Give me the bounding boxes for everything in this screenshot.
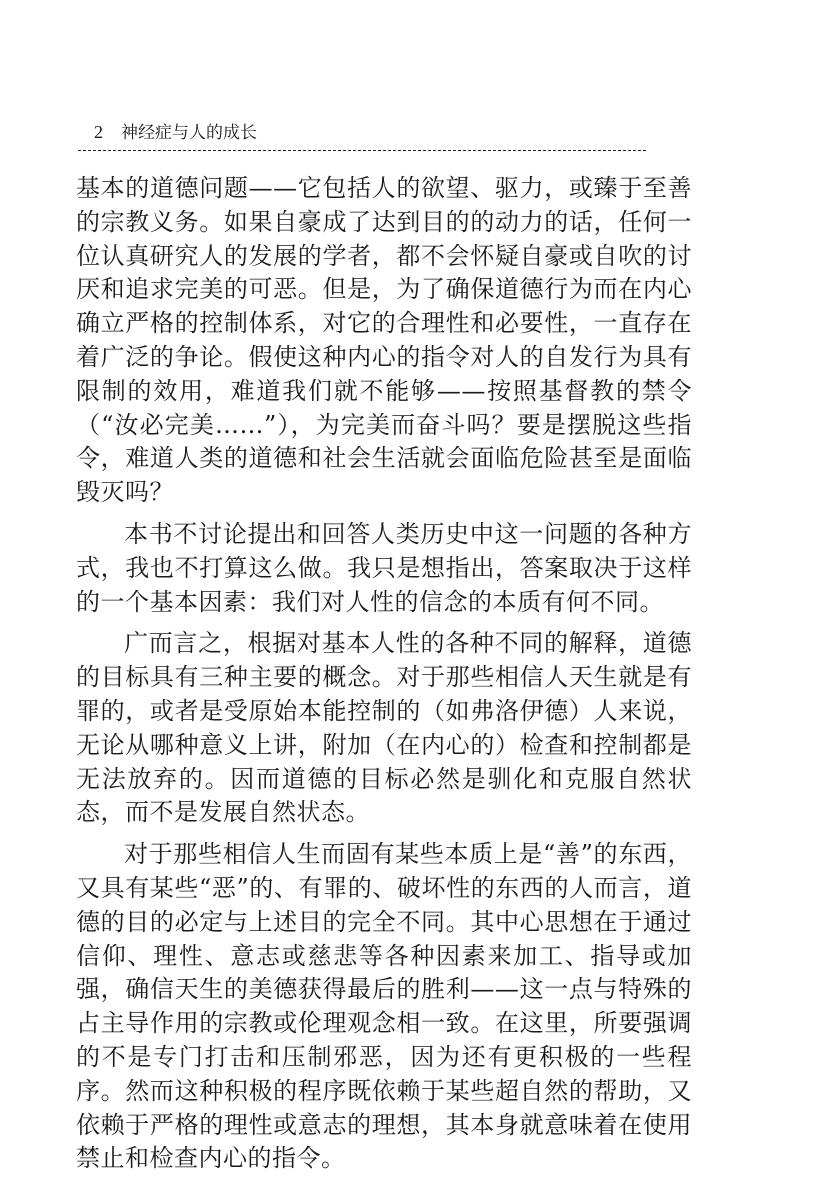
page-number: 2 [94, 122, 103, 142]
paragraph: 本书不讨论提出和回答人类历史中这一问题的各种方式，我也不打算这么做。我只是想指出，答案取决于这样的一个基本因素：我们对人性的信念的本质有何不同。 [76, 519, 692, 616]
paragraph: 对于那些相信人生而固有某些本质上是“善”的东西，又具有某些“恶”的、有罪的、破坏性的东西的人而言，道德的目的必定与上述目的完全不同。其中心思想在于通过信仰、理性、意志或慈悲等各种因素来加工、指导或加强，确信天生的美德获得最后的胜利——这一点与特殊的占主导作用的宗教或伦理观念相一致。在这里，所要强调的不是专门打击和压制邪恶，因为还有更积极的一些程序。然而这种积极的程序既依赖于某些超自然的帮助，又依赖于严格的理性或意志的理想，其本身就意味着在使用禁止和检查内心的指令。 [76, 840, 692, 1173]
header-divider [78, 150, 646, 151]
book-title: 神经症与人的成长 [121, 123, 257, 143]
paragraph-continued: 基本的道德问题——它包括人的欲望、驱力，或臻于至善的宗教义务。如果自豪成了达到目的的动力的话，任何一位认真研究人的发展的学者，都不会怀疑自豪或自吹的讨厌和追求完美的可恶。但是，为了确保道德行为而在内心确立严格的控制体系，对它的合理性和必要性，一直存在着广泛的争论。假使这种内心的指令对人的自发行为具有限制的效用，难道我们就不能够——按照基督教的禁令（“汝必完美……”），为完美而奋斗吗？要是摆脱这些指令，难道人类的道德和社会生活就会面临危险甚至是面临毁灭吗？ [76, 174, 692, 507]
paragraph: 广而言之，根据对基本人性的各种不同的解释，道德的目标具有三种主要的概念。对于那些相信人天生就是有罪的，或者是受原始本能控制的（如弗洛伊德）人来说，无论从哪种意义上讲，附加（在内心的）检查和控制都是无法放弃的。因而道德的目标必然是驯化和克服自然状态，而不是发展自然状态。 [76, 629, 692, 827]
body-text [76, 172, 692, 1176]
running-header [94, 122, 257, 143]
